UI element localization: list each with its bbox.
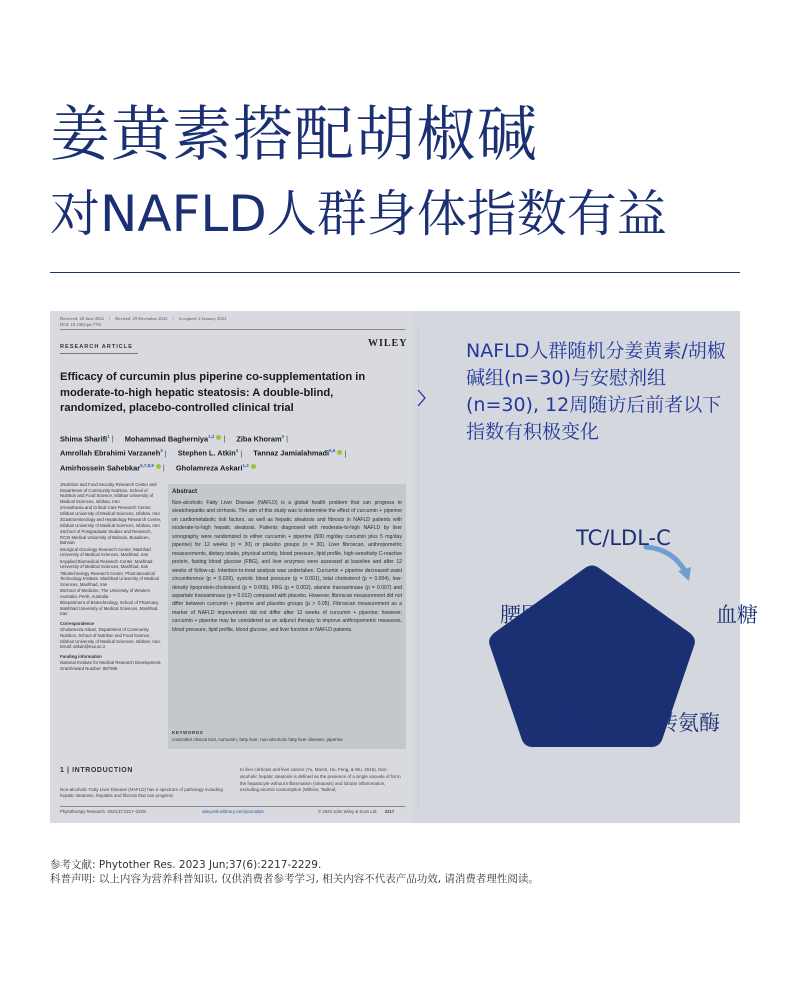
paper-footer-rule: [60, 806, 405, 807]
affiliation-item: 7Biotechnology Research Center, Pharmaceutical Technology Institute, Mashhad University of Medical Sciences, Mashhad, Iran: [60, 570, 159, 587]
paper-doi: DOI: 10.1002/ptr.7761: [60, 322, 102, 327]
author-name: Shima Sharifi$^1$ |: [60, 434, 114, 444]
footer-copyright: © 2023 John Wiley & Sons Ltd. 2217: [318, 809, 395, 814]
author-name: Ziba Khoram$^3$ |: [236, 434, 289, 444]
affiliation-item: 5Surgical Oncology Research Center, Mashhad University of Medical Sciences, Mashhad, Iran: [60, 546, 151, 558]
disclaimer-note: 科普声明: 以上内容为营养科普知识, 仅供消费者参考学习, 相关内容不代表产品功效, 请消费者理性阅读。: [50, 873, 539, 885]
indicator-systolic-bp: 收缩压: [536, 711, 599, 735]
author-list: [60, 431, 405, 474]
affiliation-item: 2Anesthesia and Critical Care Research Center, Isfahan University of Medical Sciences, Isfahan, Iran: [60, 505, 160, 516]
keywords-text: controlled clinical trial, curcumin, fatty liver, non-alcoholic fatty liver disease, piperine: [172, 737, 343, 742]
correspondence-label: Correspondence: [60, 621, 95, 627]
received-date: Received: 28 June 2022: [60, 316, 105, 321]
indicator-transaminase: 转氨酶: [657, 711, 720, 735]
headline-line-1: 姜黄素搭配胡椒碱: [50, 100, 538, 170]
abstract-text: Non-alcoholic Fatty Liver Disease (NAFLD) is a global health problem that can progress to steatohepatitis and cirrhosis. The aim of this study was to determine the effect of curcumin + piperine on cardiometabolic risk factors, as well as hepatic steatosis and fibrosis in NAFLD patients with moderate-to-high hepatic steatosis. Patients diagnosed with moderate-to-high NAFLD by liver sonography were randomized to either curcumin + piperine (500 mg/day curcumin plus 5 mg/day piperine) for 12 weeks (n = 30) or placebo groups (n = 30). Liver fibroscan, anthropometric measurements, dietary intake, physical activity, blood pressure, lipid profile, high-sensitivity C-reactive protein, fasting blood glucose (FBG), and liver enzymes were assessed at baseline and after 12 weeks of follow-up. Intention-to-treat analysis was undertaken. Curcumin + piperine decreased waist circumference (p = 0.026), systolic blood pressure (p = 0.001), total cholesterol (p = 0.004), low-density lipoprotein-cholesterol (p = 0.006), FBG (p = 0.002), alanine transaminase (p = 0.007) and aspartate transaminase (p = 0.012) compared with placebo. However, fibroscan measurement did not differ between curcumin + piperine and placebo groups (p > 0.05). Fibroscan measurement as a marker of NAFLD improvement did not differ after 12 weeks of curcumin + piperine; however, curcumin + piperine may be considered as an adjunct therapy to improve anthropometric measures, blood pressure, lipid profile, blood glucose, and liver function in NAFLD patients.: [172, 500, 402, 633]
intro-heading: 1 | INTRODUCTION: [60, 767, 134, 774]
trial-summary: NAFLD人群随机分姜黄素/胡椒碱组(n=30)与安慰剂组(n=30), 12周随访后前者以下指数有积极变化: [466, 340, 726, 443]
paper-excerpt: [50, 311, 412, 823]
reference-note: 参考文献: Phytother Res. 2023 Jun;37(6):2217-2229.: [50, 859, 322, 871]
author-name: Amirhossein Sahebkar$^{5,7,8,9}$ |: [60, 462, 165, 473]
indicator-tc-ldl: TC/LDL-C: [576, 526, 671, 550]
author-name: Stephen L. Atkin$^4$ |: [177, 448, 243, 458]
affiliation-item: 1Nutrition and Food Security Research Center and Department of Community Nutrition, School of Nutrition and Food Science, Isfahan University of Medical Sciences, Isfahan, Iran: [60, 482, 157, 504]
author-name: Mohammad Bagherniya$^{1,2}$ |: [124, 434, 226, 444]
accepted-date: Accepted: 2 January 2023: [178, 316, 227, 321]
affiliation-item: 9Department of Biotechnology, School of Pharmacy, Mashhad University of Medical Sciences, Mashhad, Iran: [60, 600, 160, 617]
content-panel: [50, 311, 758, 823]
funding-label: Funding information: [60, 653, 102, 659]
abstract-box: [168, 484, 406, 749]
section-label-underline: [60, 353, 138, 354]
header-divider: [50, 272, 740, 273]
chevron-right-icon: [414, 388, 426, 408]
funding-text: National Institute for Medical Research Development, Grant/Award Number: 987596: [60, 660, 162, 671]
paper-title: Efficacy of curcumin plus piperine co-supplementation in moderate-to-high hepatic steatosis: A double-blind, randomized, placebo-controlled clinical trial: [60, 371, 366, 414]
headline-line-2: 对NAFLD人群身体指数有益: [50, 185, 667, 243]
section-label: RESEARCH ARTICLE: [60, 344, 133, 350]
author-name: Amrollah Ebrahimi Varzaneh$^3$ |: [60, 448, 167, 458]
affiliation-item: 4School of Postgraduate Studies and Research, RCSI Medical University of Bahrain, Busaiteen, Bahrain: [60, 529, 152, 546]
pentagon-graphic: [440, 511, 740, 811]
indicator-waist: 腰围: [500, 603, 542, 627]
intro-left-column: Non-alcoholic Fatty Liver Disease (NAFLD) has a spectrum of pathology including hepatic steatosis, hepatitis and fibrosis that can progress: [60, 787, 223, 798]
paper-footer: [60, 809, 405, 814]
publisher-logo: WILEY: [368, 338, 408, 349]
author-name: Gholamreza Askari$^{1,2}$: [176, 460, 256, 474]
paper-dates: Received: 28 June 2022 | Revised: 29 December 2022 | Accepted: 2 January 2023 DOI: 10.1002/ptr.7761: [60, 316, 227, 327]
affiliations: [60, 482, 163, 672]
orcid-icon: [251, 464, 256, 469]
affiliation-item: 6Applied Biomedical Research Center, Mashhad University of Medical Sciences, Mashhad, Iran: [60, 558, 153, 570]
affiliation-item: 3Gastroenterology and Hepatology Research Center, Isfahan University of Medical Sciences, Isfahan, Iran: [60, 517, 162, 528]
indicator-diagram: [440, 511, 758, 811]
trend-arrow-icon: [646, 547, 685, 571]
intro-right-column: to liver cirrhosis and liver cancer (Yu, Marsh, Hu, Feng, & Wu, 2016). Non-alcoholic hepatic steatosis is defined as the presence of a single vacuole of fat in the hepatocyte without inflammation (steatosis) and lobular inflammation, excluding alcohol consumption (Wilkins, Tadkod,: [240, 767, 401, 793]
footer-journal: Phytotherapy Research. 2023;37:2217–2229.: [60, 809, 147, 814]
correspondence-text: Gholamreza Askari, Department of Community Nutrition, School of Nutrition and Food Science, Isfahan University of Medical Sciences, Isfahan, Iran. Email: askari@mui.ac.ir: [60, 627, 162, 650]
author-name: Tannaz Jamialahmadi$^{5,6}$ |: [253, 448, 347, 458]
affiliation-item: 8School of Medicine, The University of Western Australia, Perth, Australia: [60, 588, 151, 599]
keywords-label: KEYWORDS: [172, 730, 204, 735]
revised-date: Revised: 29 December 2022: [115, 316, 168, 321]
abstract-label: Abstract: [172, 488, 198, 495]
trend-arrowhead: [678, 567, 691, 581]
indicator-blood-glucose: 血糖: [716, 603, 758, 627]
paper-top-rule: [60, 329, 405, 330]
footer-journal-link: wileyonlinelibrary.com/journal/ptr: [202, 809, 265, 814]
